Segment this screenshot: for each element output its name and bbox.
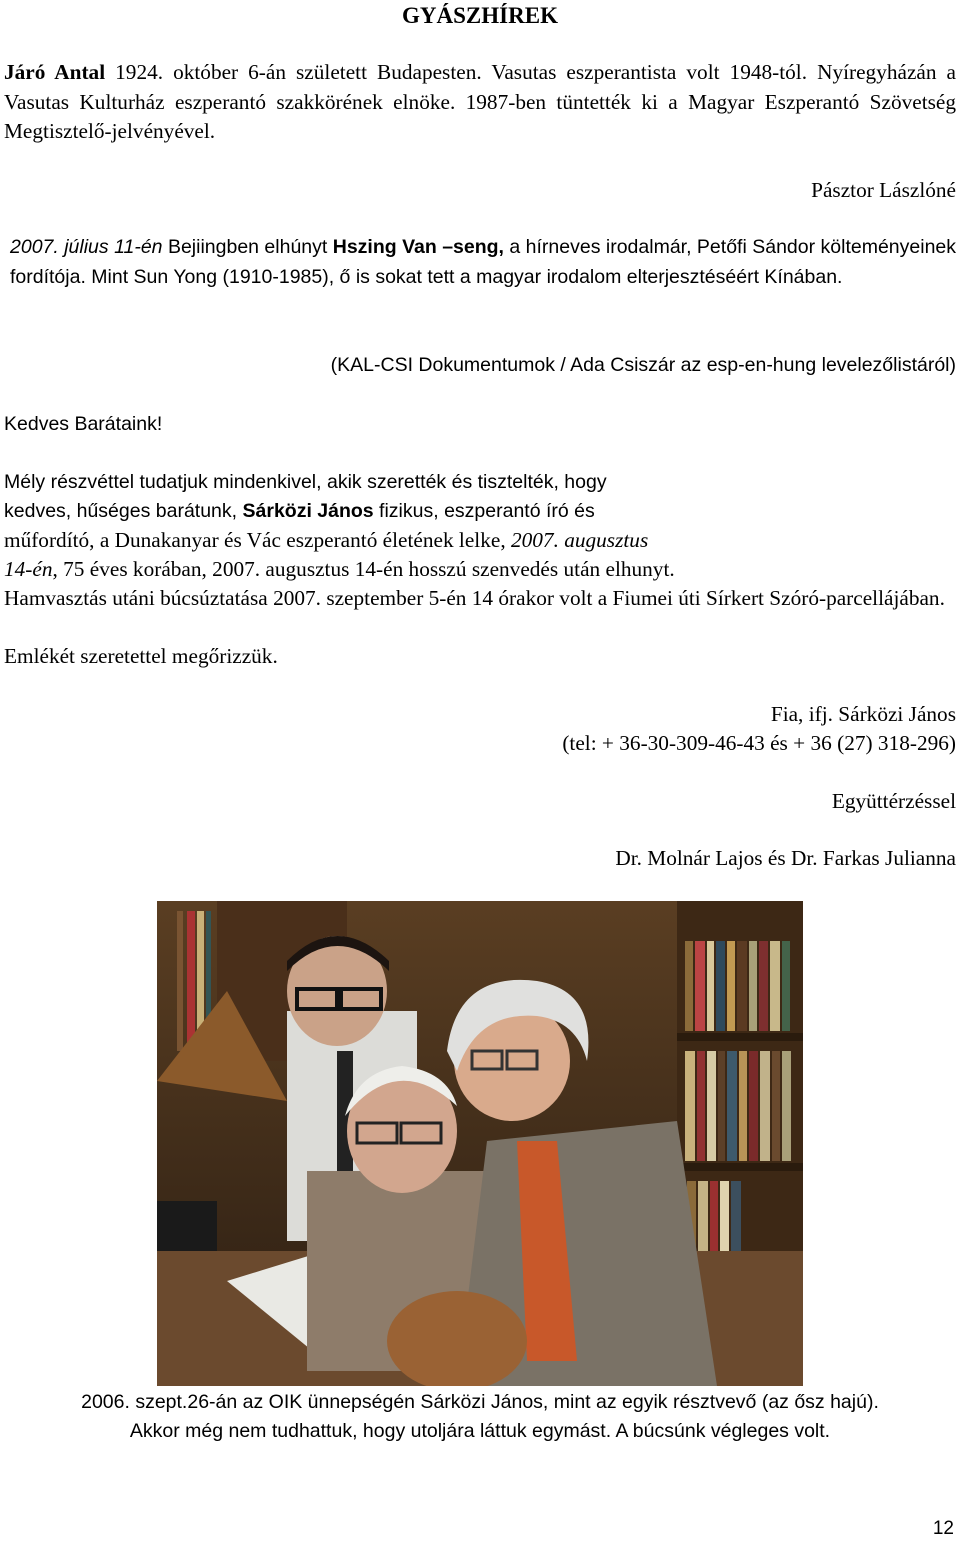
page-number: 12 bbox=[932, 1518, 954, 1539]
notice-line: kedves, hűséges barátunk, Sárközi János fizikus, eszperantó író és bbox=[4, 500, 595, 522]
memorial-photo bbox=[157, 901, 803, 1386]
caption-line-2: Akkor még nem tudhattuk, hogy utoljára láttuk egymást. A búcsúnk végleges volt. bbox=[129, 1420, 831, 1442]
caption-line-1: 2006. szept.26-án az OIK ünnepségén Sárközi János, mint az egyik résztvevő (az ősz hajú). bbox=[81, 1391, 879, 1413]
notice-jaro-antal bbox=[4, 58, 956, 147]
signature-pasztor: Pásztor Lászlóné bbox=[811, 178, 956, 202]
page-title: GYÁSZHÍREK bbox=[402, 3, 558, 28]
notice-line: 14-én, 75 éves korában, 2007. augusztus 14-én hosszú szenvedés után elhunyt. bbox=[4, 557, 675, 581]
closing-line: Emlékét szeretettel megőrizzük. bbox=[4, 644, 278, 668]
notice-line: Mély részvéttel tudatjuk mindenkivel, akik szerették és tisztelték, hogy bbox=[4, 471, 607, 493]
signature-couple: Dr. Molnár Lajos és Dr. Farkas Julianna bbox=[615, 846, 956, 870]
notice-line: műfordító, a Dunakanyar és Vác eszperantó életének lelke, 2007. augusztus bbox=[4, 528, 649, 552]
photo-illustration bbox=[157, 901, 803, 1386]
greeting: Kedves Barátaink! bbox=[4, 413, 163, 435]
deceased-name: Sárközi János bbox=[242, 500, 374, 522]
photo-caption bbox=[0, 1388, 960, 1446]
phone-line: (tel: + 36-30-309-46-43 és + 36 (27) 318-296) bbox=[562, 731, 956, 755]
notice-date: 2007. július 11-én bbox=[10, 236, 163, 258]
source-note: (KAL-CSI Dokumentumok / Ada Csiszár az esp-en-hung levelezőlistáról) bbox=[330, 354, 956, 376]
condolence-line: Együttérzéssel bbox=[831, 789, 956, 813]
deceased-name: Hszing Van –seng, bbox=[332, 236, 504, 258]
notice-hszing-van-seng: 2007. július 11-én Bejiingben elhúnyt Hszing Van –seng, a hírneves irodalmár, Petőfi Sándor költeményeinek fordítója. Mint Sun Yong (1910-1985), ő is sokat tett a magyar irodalom elterjesztéséért Kínában. bbox=[10, 236, 957, 288]
deceased-name: Járó Antal bbox=[4, 60, 106, 84]
funeral-info: Hamvasztás utáni búcsúztatása 2007. szeptember 5-én 14 órakor volt a Fiumei úti Sírkert Szóró-parcellájában. bbox=[4, 586, 945, 610]
notice-text: 1924. október 6-án született Budapesten. Vasutas eszperantista volt 1948-tól. Nyíregyházán a Vasutas Kulturház eszperantó szakkörének elnöke. 1987-ben tüntették ki a Magyar Eszperantó Szövetség Megtisztelő-jelvényével. bbox=[4, 60, 956, 143]
signature-son: Fia, ifj. Sárközi János bbox=[770, 702, 956, 726]
